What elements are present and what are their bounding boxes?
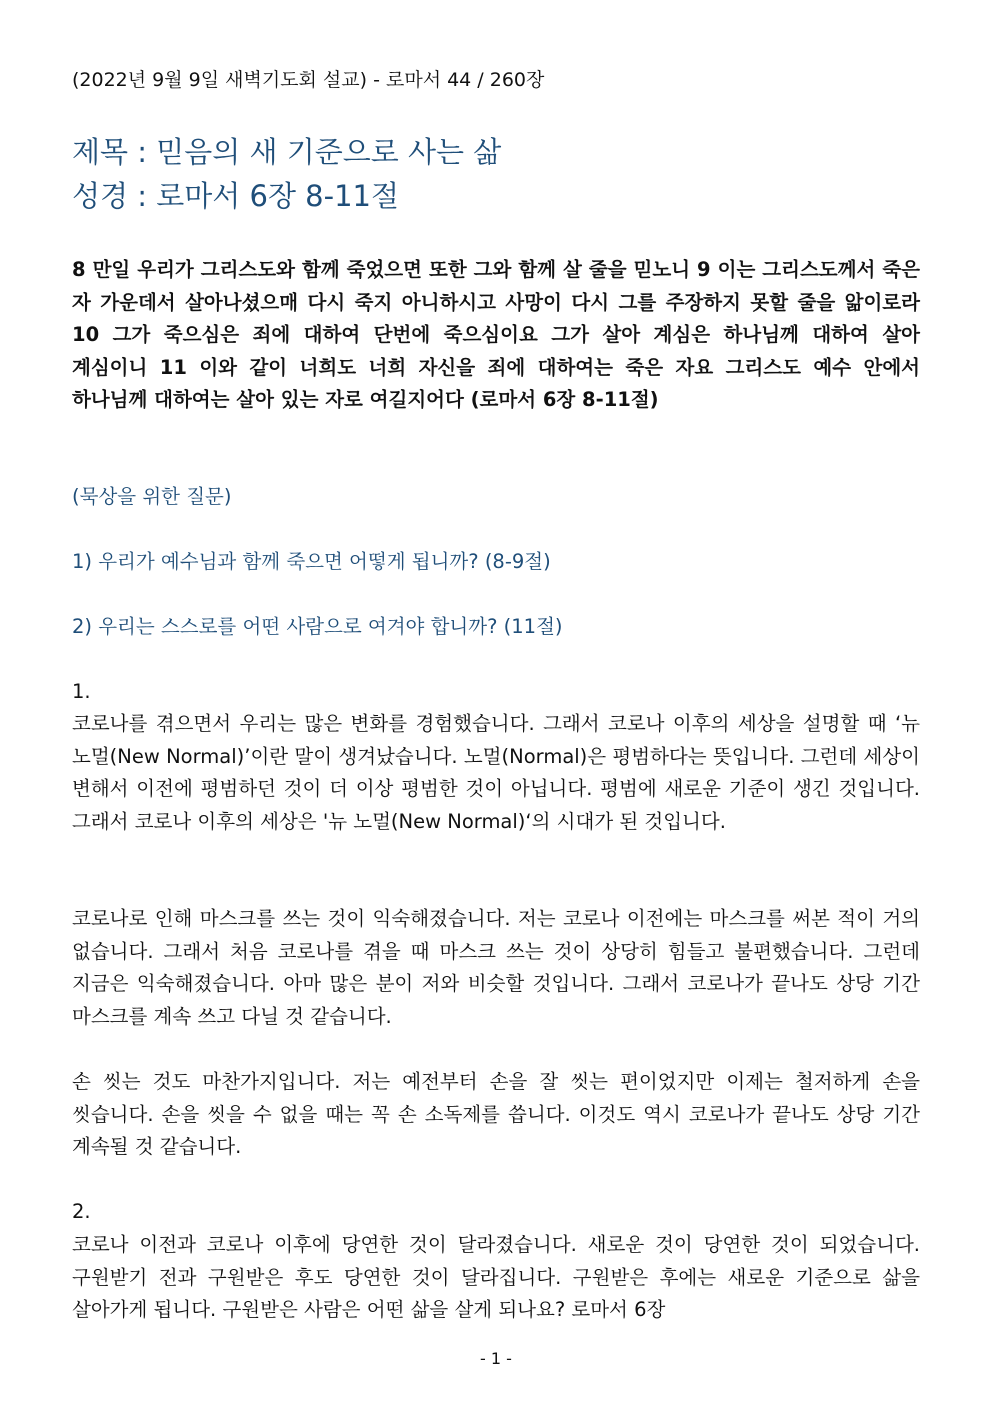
meditation-question-1: 1) 우리가 예수님과 함께 죽으면 어떻게 됩니까? (8-9절) <box>72 550 551 573</box>
section-2-paragraph-1: 코로나 이전과 코로나 이후에 당연한 것이 달라졌습니다. 새로운 것이 당연한 것이 되었습니다. 구원받기 전과 구원받은 후도 당연한 것이 달라집니다. 구원받은 후에는 새로운 기준으로 삶을 살아가게 됩니다. 구원받은 사람은 어떤 삶을 살게 되나요? 로마서 6장 <box>72 1233 920 1321</box>
page-number: - 1 - <box>480 1349 512 1368</box>
section-1-paragraph-2: 코로나로 인해 마스크를 쓰는 것이 익숙해졌습니다. 저는 코로나 이전에는 마스크를 써본 적이 거의 없습니다. 그래서 처음 코로나를 겪을 때 마스크 쓰는 것이 상당히 힘들고 불편했습니다. 그런데 지금은 익숙해졌습니다. 아마 많은 분이 저와 비슷할 것입니다. 그래서 코로나가 끝나도 상당 기간 마스크를 계속 쓰고 다닐 것 같습니다. <box>72 907 920 1028</box>
section-1-paragraph-3: 손 씻는 것도 마찬가지입니다. 저는 예전부터 손을 잘 씻는 편이었지만 이제는 철저하게 손을 씻습니다. 손을 씻을 수 없을 때는 꼭 손 소독제를 씁니다. 이것도 역시 코로나가 끝나도 상당 기간 계속될 것 같습니다. <box>72 1070 920 1158</box>
section-number-2: 2. <box>72 1200 91 1223</box>
section-1-paragraph-1: 코로나를 겪으면서 우리는 많은 변화를 경험했습니다. 그래서 코로나 이후의 세상을 설명할 때 ‘뉴 노멀(New Normal)’이란 말이 생겨났습니다. 노멀(Normal)은 평범하다는 뜻입니다. 그런데 세상이 변해서 이전에 평범하던 것이 더 이상 평범한 것이 아닙니다. 평범에 새로운 기준이 생긴 것입니다. 그래서 코로나 이후의 세상은 '뉴 노멀(New Normal)‘의 시대가 된 것입니다. <box>72 712 920 833</box>
title-block <box>72 130 501 218</box>
meditation-heading: (묵상을 위한 질문) <box>72 485 232 508</box>
meditation-question-2: 2) 우리는 스스로를 어떤 사람으로 여겨야 합니까? (11절) <box>72 615 563 638</box>
section-number-1: 1. <box>72 680 91 703</box>
sermon-title: 제목 : 믿음의 새 기준으로 사는 삶 <box>72 135 502 169</box>
scripture-passage: 8 만일 우리가 그리스도와 함께 죽었으면 또한 그와 함께 살 줄을 믿노니 9 이는 그리스도께서 죽은 자 가운데서 살아나셨으매 다시 죽지 아니하시고 사망이 다시 그를 주장하지 못할 줄을 앎이로라 10 그가 죽으심은 죄에 대하여 단번에 죽으심이요 그가 살아 계심은 하나님께 대하여 살아 계심이니 11 이와 같이 너희도 너희 자신을 죄에 대하여는 죽은 자요 그리스도 예수 안에서 하나님께 대하여는 살아 있는 자로 여길지어다 (로마서 6장 8-11절) <box>72 258 920 411</box>
scripture-reference: 성경 : 로마서 6장 8-11절 <box>72 179 400 213</box>
sermon-header: (2022년 9월 9일 새벽기도회 설교) - 로마서 44 / 260장 <box>72 69 545 91</box>
